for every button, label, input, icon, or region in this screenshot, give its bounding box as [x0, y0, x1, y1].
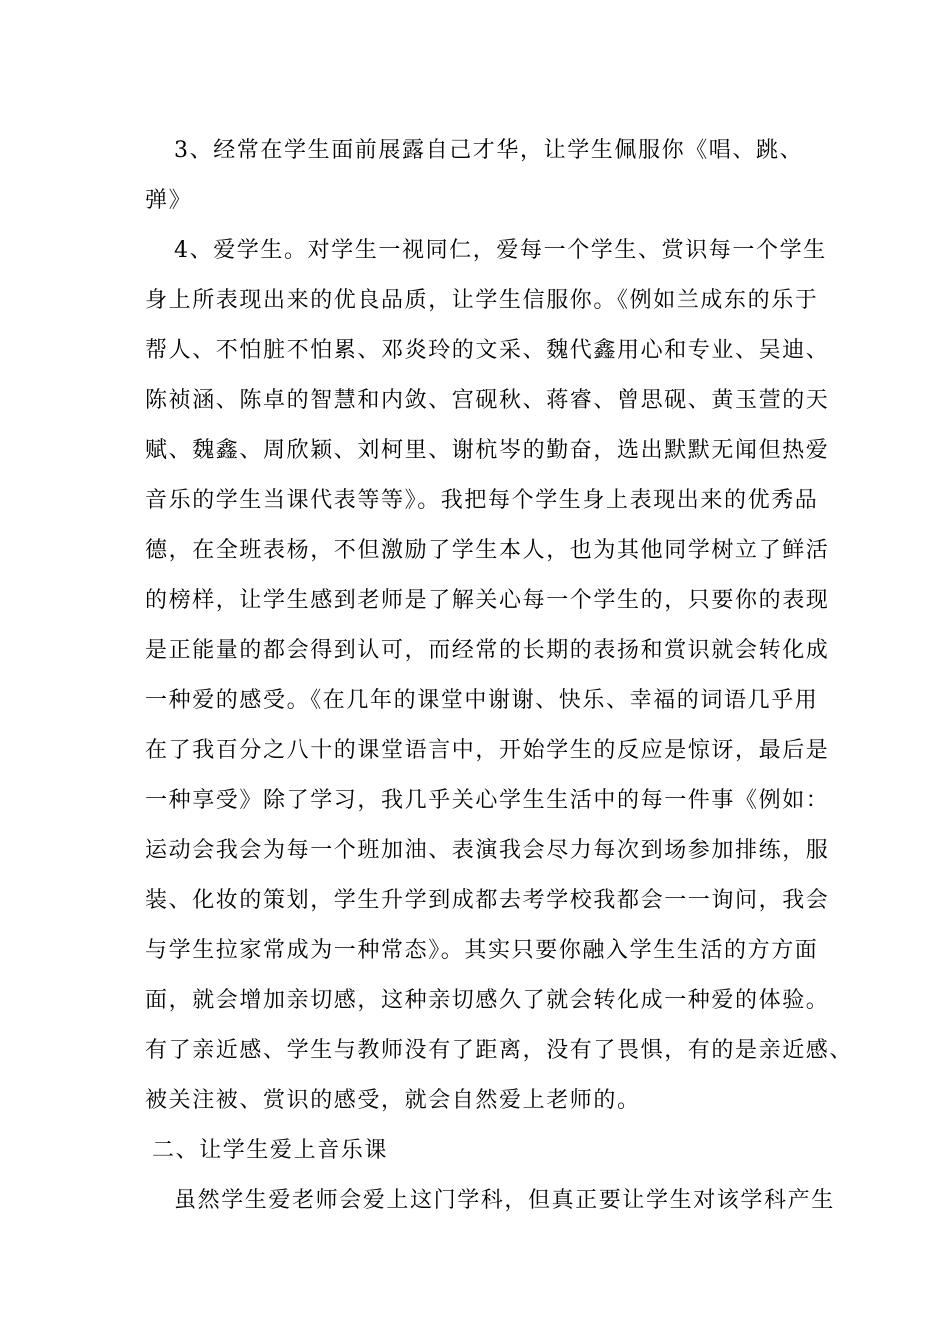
paragraph-4-line-4: 陈祯涵、陈卓的智慧和内敛、宫砚秋、蒋睿、曾思砚、黄玉萱的天	[145, 388, 830, 413]
paragraph-4-line-11: 在了我百分之八十的课堂语言中，开始学生的反应是惊讶，最后是	[145, 738, 830, 763]
paragraph-4-line-9: 是正能量的都会得到认可，而经常的长期的表扬和赏识就会转化成	[145, 638, 830, 663]
paragraph-4-line-18: 被关注被、赏识的感受，就会自然爱上老师的。	[145, 1088, 641, 1113]
paragraph-4-line-14: 装、化妆的策划，学生升学到成都去考学校我都会一一询问，我会	[145, 888, 830, 913]
paragraph-4-line-2: 身上所表现出来的优良品质，让学生信服你。《例如兰成东的乐于	[145, 288, 819, 313]
paragraph-4-line-5: 赋、魏鑫、周欣颖、刘柯里、谢杭岑的勤奋，选出默默无闻但热爱	[145, 438, 830, 463]
paragraph-4-line-13: 运动会我会为每一个班加油、表演我会尽力每次到场参加排练，服	[145, 838, 830, 863]
paragraph-3-line-2: 弹》	[145, 188, 193, 213]
section-heading: 二、让学生爱上音乐课	[152, 1138, 389, 1163]
paragraph-4-line-7: 德，在全班表杨，不但激励了学生本人，也为其他同学树立了鲜活	[145, 538, 830, 563]
paragraph-4-line-12: 一种享受》除了学习，我几乎关心学生生活中的每一件事《例如：	[145, 788, 830, 813]
paragraph-3-line-1: 3、经常在学生面前展露自己才华，让学生佩服你《唱、跳、	[174, 138, 804, 163]
paragraph-4-line-16: 面，就会增加亲切感，这种亲切感久了就会转化成一种爱的体验。	[145, 988, 830, 1013]
paragraph-4-line-1: 4、爱学生。对学生一视同仁，爱每一个学生、赏识每一个学生	[174, 238, 827, 263]
paragraph-5-line-1: 虽然学生爱老师会爱上这门学科，但真正要让学生对该学科产生	[174, 1188, 835, 1213]
paragraph-4-line-8: 的榜样，让学生感到老师是了解关心每一个学生的，只要你的表现	[145, 588, 830, 613]
paragraph-4-line-6: 音乐的学生当课代表等等》。我把每个学生身上表现出来的优秀品	[145, 488, 819, 513]
paragraph-4-line-17: 有了亲近感、学生与教师没有了距离，没有了畏惧，有的是亲近感、	[145, 1038, 854, 1063]
paragraph-4-line-10: 一种爱的感受。《在几年的课堂中谢谢、快乐、幸福的词语几乎用	[145, 688, 819, 713]
paragraph-4-line-15: 与学生拉家常成为一种常态》。其实只要你融入学生生活的方方面	[145, 938, 819, 963]
paragraph-4-line-3: 帮人、不怕脏不怕累、邓炎玲的文采、魏代鑫用心和专业、吴迪、	[145, 338, 830, 363]
